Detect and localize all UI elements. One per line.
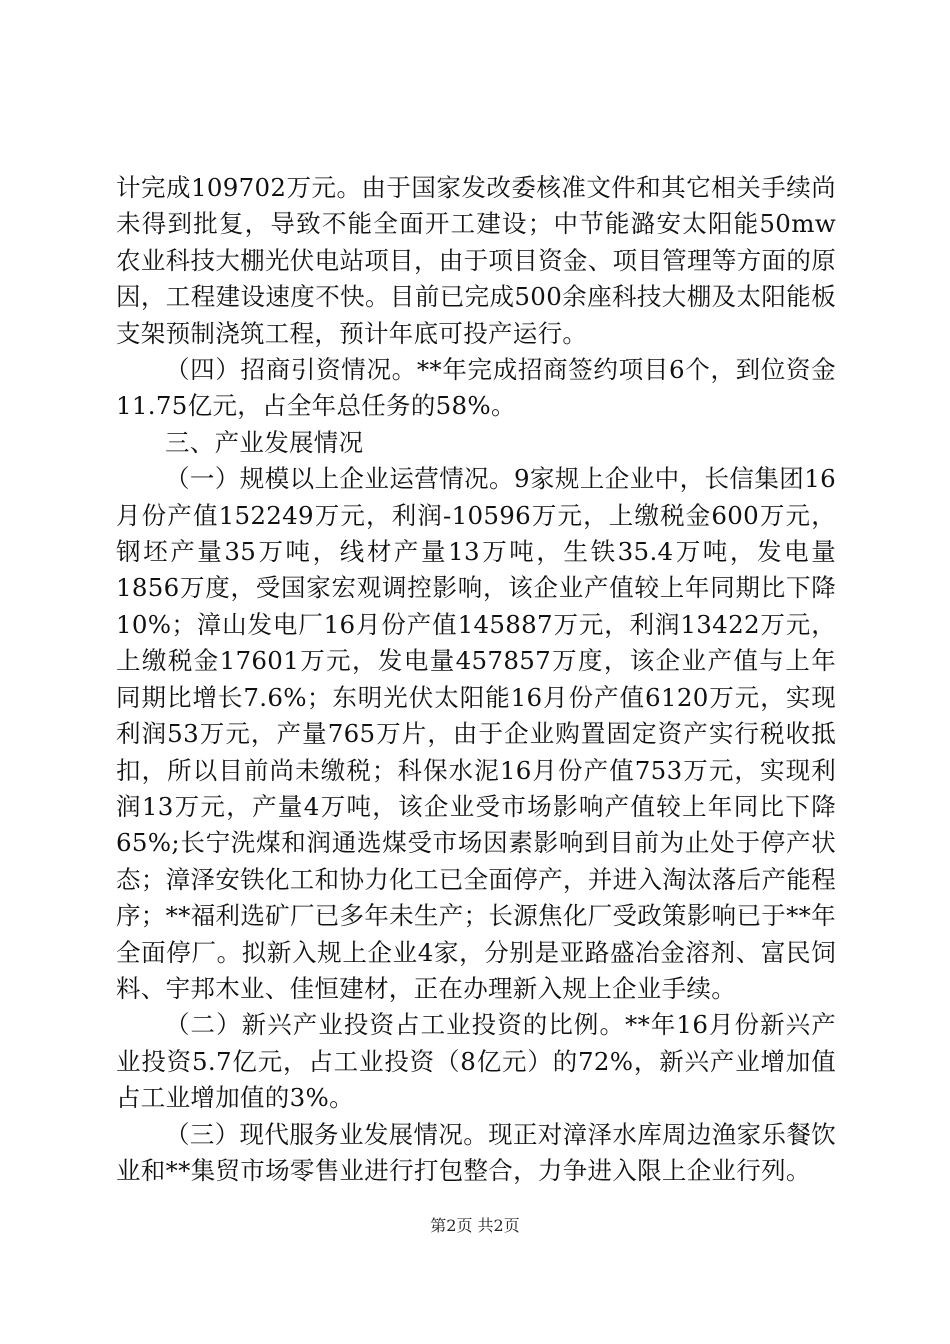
paragraph-investment-attraction: （四）招商引资情况。**年完成招商签约项目6个，到位资金11.75亿元，占全年总任务的58%。 <box>116 355 836 421</box>
paragraph-modern-services: （三）现代服务业发展情况。现正对漳泽水库周边渔家乐餐饮业和**集贸市场零售业进行打包整合，力争进入限上企业行列。 <box>116 1119 836 1185</box>
paragraph-large-enterprises: （一）规模以上企业运营情况。9家规上企业中，长信集团16月份产值152249万元，利润-10596万元，上缴税金600万元，钢坯产量35万吨，线材产量13万吨，生铁35.4万吨，发电量1856万度，受国家宏观调控影响，该企业产值较上年同期比下降10%；漳山发电厂16月份产值145887万元，利润13422万元，上缴税金17601万元，发电量457857万度，该企业产值与上年同期比增长7.6%；东明光伏太阳能16月份产值6120万元，实现利润53万元，产量765万片，由于企业购置固定资产实行税收抵扣，所以目前尚未缴税；科保水泥16月份产值753万元，实现利润13万元，产量4万吨，该企业受市场影响产值较上年同比下降65%;长宁洗煤和润通选煤受市场因素影响到目前为止处于停产状态；漳泽安铁化工和协力化工已全面停产，并进入淘汰落后产能程序；**福利选矿厂已多年未生产；长源焦化厂受政策影响已于**年全面停厂。拟新入规上企业4家，分别是亚路盛冶金溶剂、富民饲料、宇邦木业、佳恒建材，正在办理新入规上企业手续。 <box>116 464 836 1003</box>
document-body <box>116 170 836 1189</box>
page-number-footer: 第2页 共2页 <box>430 1216 520 1235</box>
paragraph-emerging-industry: （二）新兴产业投资占工业投资的比例。**年16月份新兴产业投资5.7亿元，占工业投资（8亿元）的72%，新兴产业增加值占工业增加值的3%。 <box>116 1010 836 1113</box>
section-heading-industry-development: 三、产业发展情况 <box>165 427 364 457</box>
paragraph-continuation: 计完成109702万元。由于国家发改委核准文件和其它相关手续尚未得到批复，导致不能全面开工建设；中节能潞安太阳能50mw农业科技大棚光伏电站项目，由于项目资金、项目管理等方面的原因，工程建设速度不快。目前已完成500余座科技大棚及太阳能板支架预制浇筑工程，预计年底可投产运行。 <box>116 173 836 348</box>
